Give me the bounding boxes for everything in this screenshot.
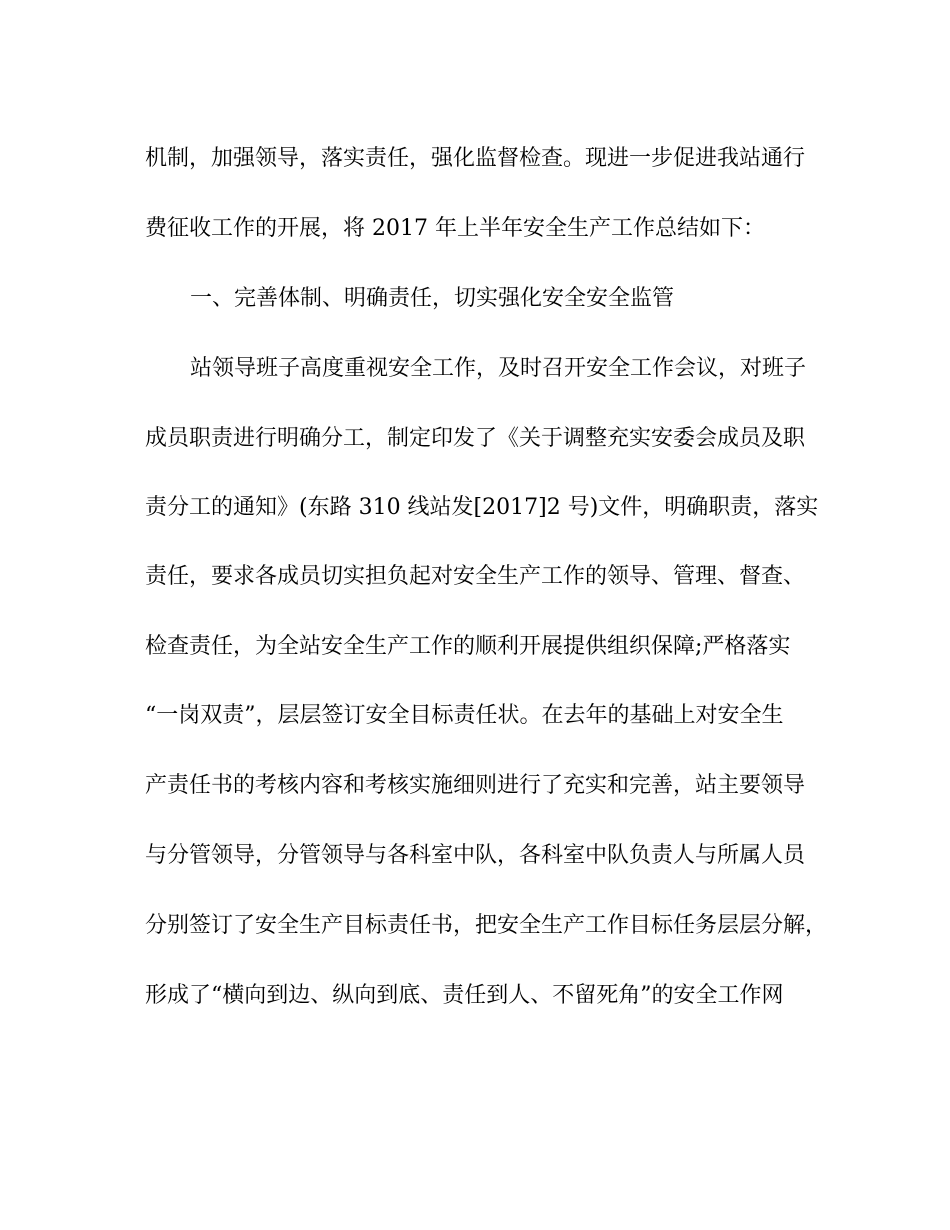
text-line: 费征收工作的开展，将 2017 年上半年安全生产工作总结如下： (145, 216, 765, 241)
text-line: 检查责任，为全站安全生产工作的顺利开展提供组织保障;严格落实 (145, 634, 791, 659)
text-line: 责分工的通知》(东路 310 线站发[2017]2 号)文件，明确职责，落实 (145, 495, 819, 520)
text-line: 产责任书的考核内容和考核实施细则进行了充实和完善，站主要领导 (145, 773, 806, 798)
text-line: “一岗双责”，层层签订安全目标责任状。在去年的基础上对安全生 (145, 703, 784, 728)
text-line: 形成了“横向到边、纵向到底、责任到人、不留死角”的安全工作网 (145, 983, 784, 1008)
section-heading: 一、完善体制、明确责任，切实强化安全安全监管 (190, 286, 675, 311)
paragraph-first-line: 站领导班子高度重视安全工作，及时召开安全工作会议，对班子 (190, 356, 807, 381)
text-line: 与分管领导，分管领导与各科室中队，各科室中队负责人与所属人员 (145, 843, 806, 868)
text-line: 责任，要求各成员切实担负起对安全生产工作的领导、管理、督查、 (145, 564, 806, 589)
text-line: 机制，加强领导，落实责任，强化监督检查。现进一步促进我站通行 (145, 146, 806, 171)
text-line: 分别签订了安全生产目标责任书，把安全生产工作目标任务层层分解， (145, 913, 828, 938)
text-line: 成员职责进行明确分工，制定印发了《关于调整充实安委会成员及职 (145, 426, 806, 451)
